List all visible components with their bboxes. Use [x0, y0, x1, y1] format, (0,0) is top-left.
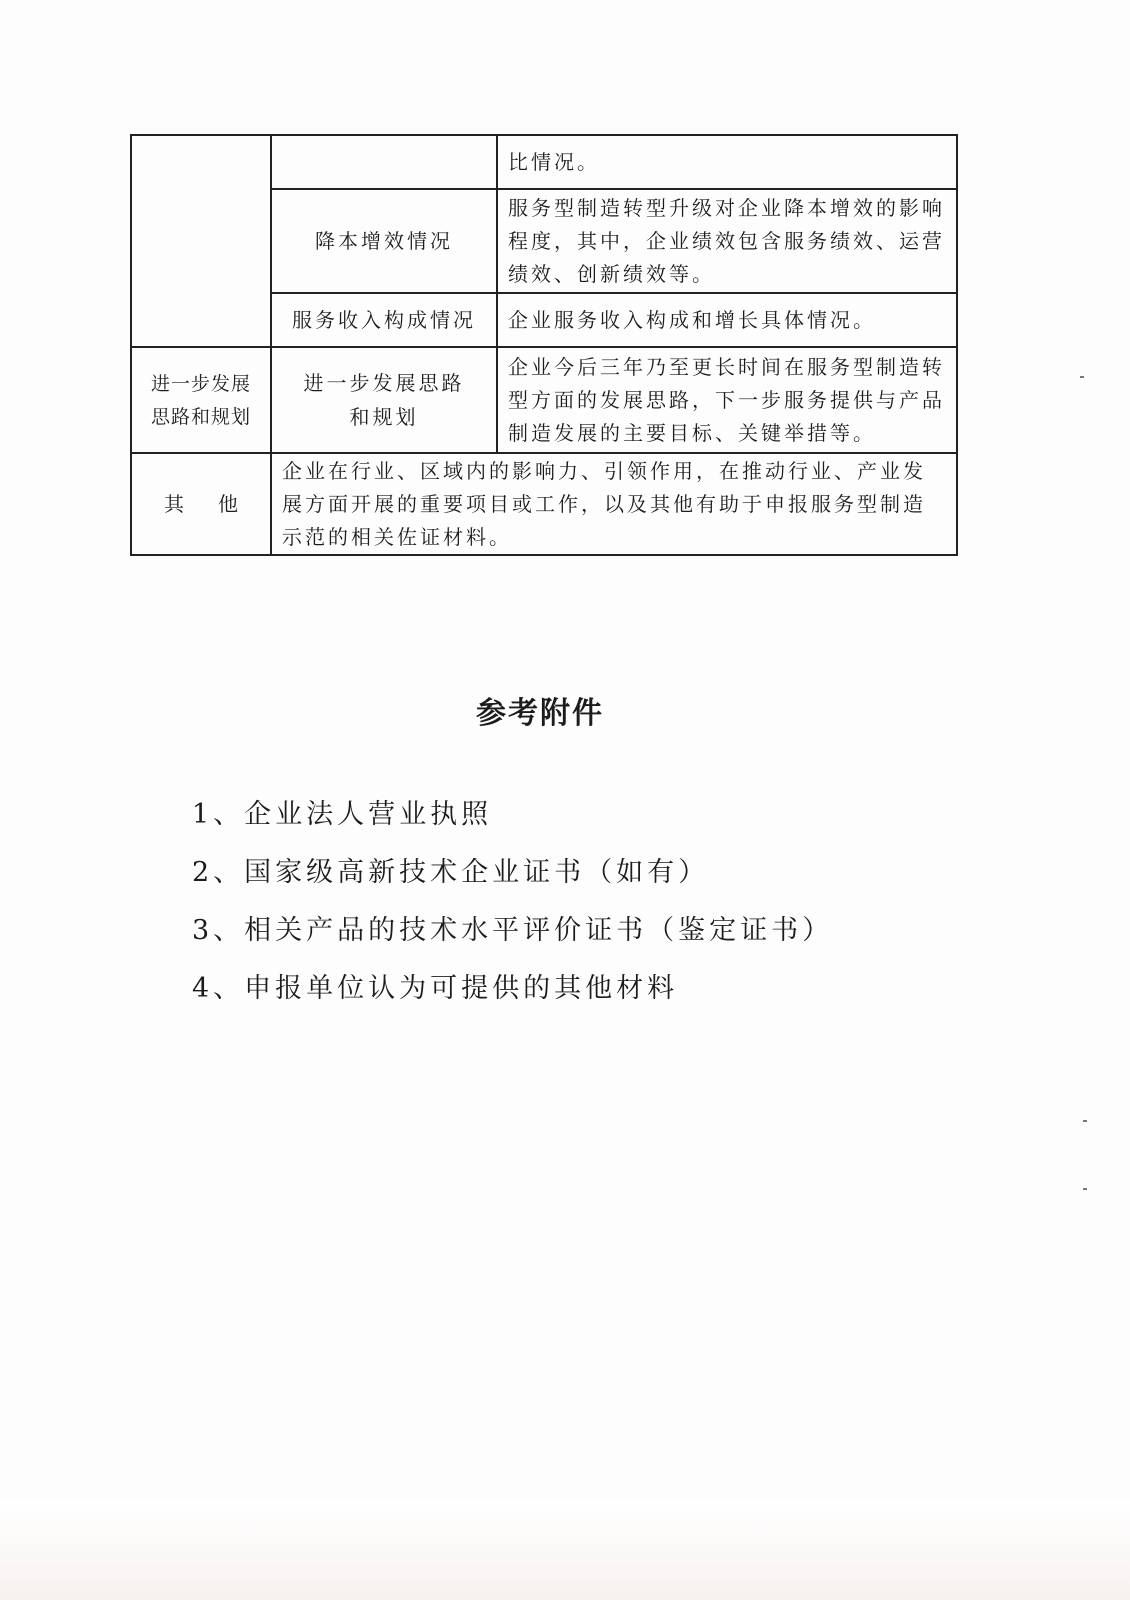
category-label-line1: 进一步发展 [150, 373, 251, 395]
annex-list [192, 786, 833, 1018]
item-label-line2: 和规划 [349, 405, 419, 429]
table-row [131, 347, 957, 453]
list-item: 1、企业法人营业执照 [192, 799, 493, 830]
evaluation-table [130, 134, 958, 556]
description-cell: 企业在行业、区域内的影响力、引领作用，在推动行业、产业发展方面开展的重要项目或工作，以及其他有助于申报服务型制造示范的相关佐证材料。 [271, 453, 957, 555]
list-item: 2、国家级高新技术企业证书（如有） [192, 857, 710, 888]
scan-speck [1080, 376, 1084, 378]
table-row [131, 453, 957, 555]
scan-speck [1083, 1120, 1087, 1122]
category-label-line2: 思路和规划 [150, 406, 251, 428]
item-label-line1: 进一步发展思路 [303, 371, 465, 395]
annex-title: 参考附件 [476, 696, 604, 731]
description-cell: 企业服务收入构成和增长具体情况。 [497, 293, 957, 347]
scan-shading [0, 1500, 1130, 1600]
item-cell [271, 347, 497, 453]
list-item: 3、相关产品的技术水平评价证书（鉴定证书） [192, 915, 834, 946]
category-cell-empty [131, 135, 271, 347]
list-item: 4、申报单位认为可提供的其他材料 [192, 973, 679, 1004]
description-cell: 比情况。 [497, 135, 957, 189]
table-row [131, 135, 957, 189]
item-cell: 降本增效情况 [271, 189, 497, 293]
item-cell: 服务收入构成情况 [271, 293, 497, 347]
item-cell-empty [271, 135, 497, 189]
category-cell [131, 453, 271, 555]
category-label: 其他 [164, 491, 272, 516]
description-cell: 服务型制造转型升级对企业降本增效的影响程度，其中，企业绩效包含服务绩效、运营绩效、创新绩效等。 [497, 189, 957, 293]
category-cell [131, 347, 271, 453]
description-cell: 企业今后三年乃至更长时间在服务型制造转型方面的发展思路，下一步服务提供与产品制造发展的主要目标、关键举措等。 [497, 347, 957, 453]
scan-speck [1083, 1188, 1087, 1190]
